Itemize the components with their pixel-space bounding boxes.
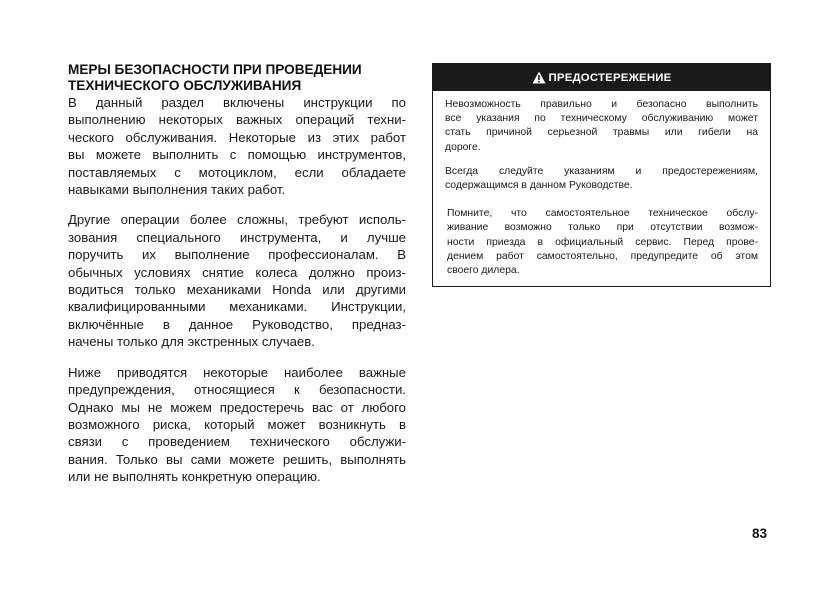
text-line: навыками выполнения таких работ.: [68, 182, 286, 198]
text-line: предупреждения, относящиеся к безопасности.: [68, 382, 406, 398]
text-line: связи с проведением технического обслужи-: [68, 434, 406, 450]
section-title-line: МЕРЫ БЕЗОПАСНОСТИ ПРИ ПРОВЕДЕНИИ: [68, 62, 362, 77]
warning-paragraph: [445, 165, 758, 193]
text-line: водиться только механиками Honda или другими: [68, 282, 406, 298]
warning-line: стать причиной серьезной травмы или гибели на: [445, 127, 758, 139]
warning-line: Помните, что самостоятельное техническое обслу-: [447, 208, 758, 220]
text-line: поставляемых с мотоциклом, если обладаете: [68, 164, 406, 180]
text-line: зования специального инструмента, и лучше: [68, 229, 406, 245]
section-title: [68, 62, 406, 94]
warning-line: ности приезда в официальный сервис. Перед прове-: [447, 236, 758, 248]
text-line: Другие операции более сложны, требуют исполь-: [68, 212, 406, 228]
text-line: В данный раздел включены инструкции по: [68, 95, 406, 110]
warning-line: все указания по техническому обслуживанию может: [445, 113, 758, 125]
warning-line: содержащимся в данном Руководстве.: [445, 180, 633, 192]
warning-line: своего дилера.: [447, 265, 520, 277]
text-line: или не выполнять конкретную операцию.: [68, 469, 321, 485]
intro-paragraph: [68, 94, 406, 198]
safety-warnings-paragraph: [68, 364, 406, 486]
page-number: 83: [752, 526, 768, 541]
section-title-line: ТЕХНИЧЕСКОГО ОБСЛУЖИВАНИЯ: [68, 78, 302, 93]
text-line: вы можете выполнить с помощью инструментов,: [68, 147, 406, 163]
complex-operations-paragraph: [68, 211, 406, 350]
text-line: начены только для экстренных случаев.: [68, 334, 315, 350]
warning-body: [433, 91, 770, 278]
main-text-column: [68, 62, 406, 499]
warning-line: Всегда следуйте указаниям и предостережениям,: [445, 165, 758, 177]
text-line: вания. Только вы сами можете решить, выполнять: [68, 451, 406, 467]
text-line: ческого обслуживания. Некоторые из этих работ: [68, 129, 406, 145]
text-line: обычных условиях снятие колеса должно произ-: [68, 264, 406, 280]
warning-box: [432, 63, 771, 287]
text-line: Однако мы не можем предостеречь вас от любого: [68, 399, 406, 415]
text-line: квалифицированными механиками. Инструкции,: [68, 299, 406, 315]
text-line: включённые в данное Руководство, предназ-: [68, 316, 406, 332]
warning-paragraph: [445, 207, 758, 278]
text-line: выполнению некоторых важных операций техни-: [68, 112, 406, 128]
warning-line: дороге.: [445, 141, 481, 153]
warning-paragraph: [445, 98, 758, 155]
warning-line: живание возможно только при отсутствии возмож-: [447, 222, 758, 234]
warning-line: дением работ самостоятельно, предупредите об этом: [447, 250, 758, 262]
warning-line: Невозможность правильно и безопасно выполнить: [445, 99, 758, 110]
warning-header: [433, 64, 770, 91]
text-line: поручить их выполнение профессионалам. В: [68, 247, 406, 263]
warning-triangle-icon: [532, 71, 546, 84]
text-line: Ниже приводятся некоторые наиболее важные: [68, 364, 406, 380]
text-line: возможного риска, который может возникнуть в: [68, 416, 406, 432]
warning-header-label: ПРЕДОСТЕРЕЖЕНИЕ: [548, 71, 672, 84]
